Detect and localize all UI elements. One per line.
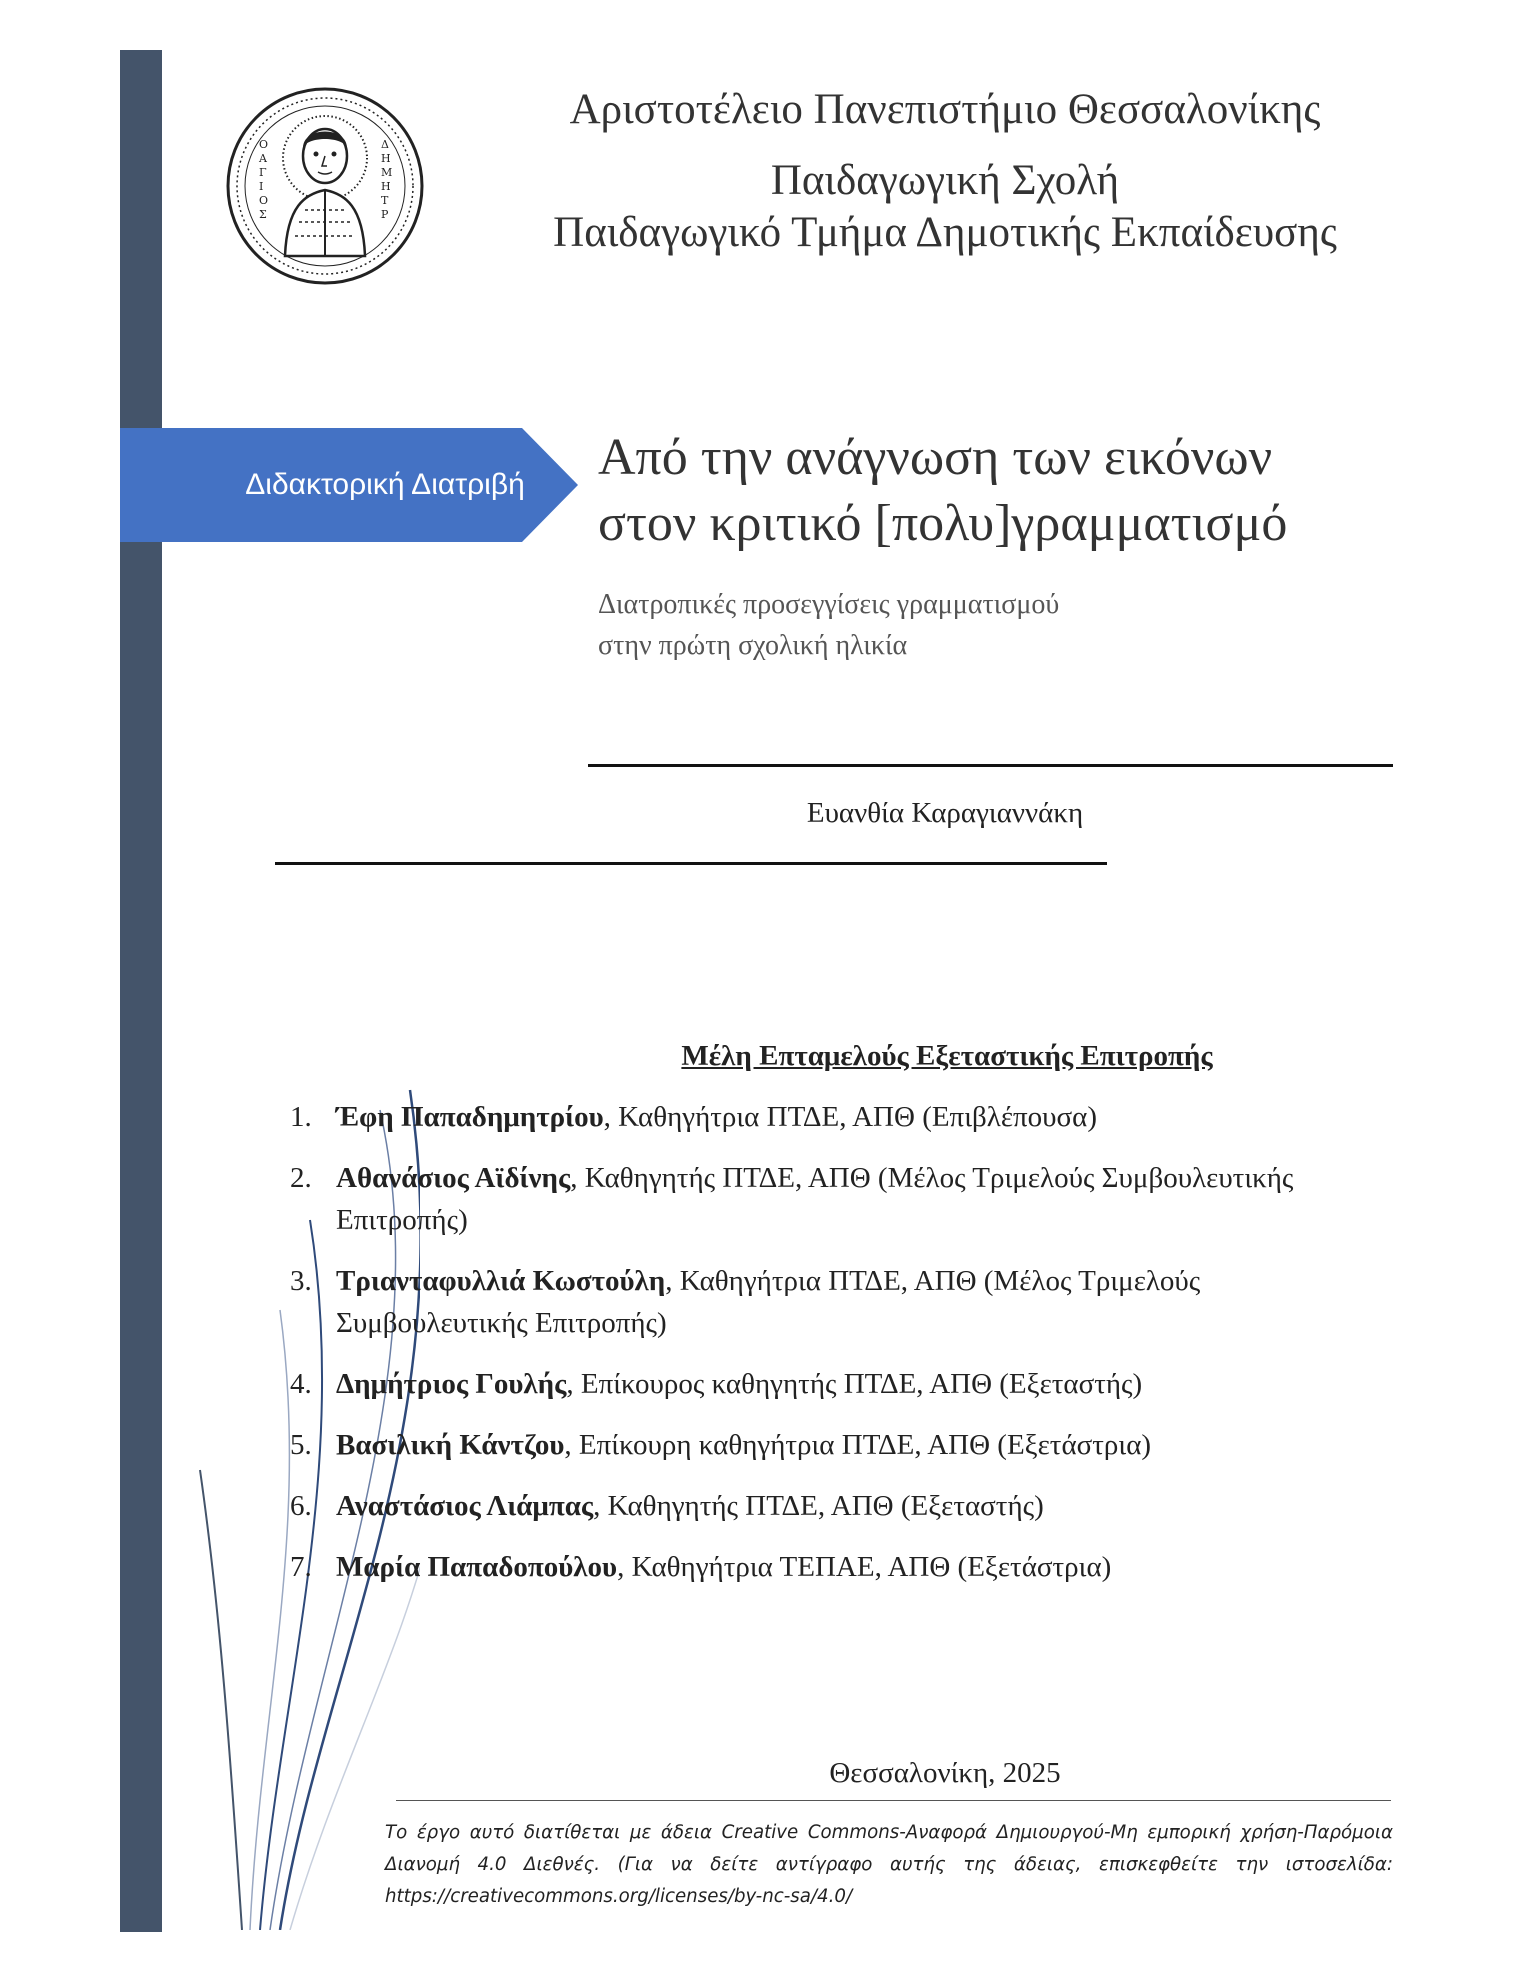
member-role: , Καθηγήτρια ΠΤΔΕ, ΑΠΘ (Επιβλέπουσα)	[603, 1101, 1097, 1133]
svg-text:Ο: Ο	[259, 194, 269, 207]
sidebar-bar	[120, 50, 162, 1932]
svg-text:Ο: Ο	[259, 138, 269, 151]
thesis-title-line1: Από την ανάγνωση των εικόνων	[598, 429, 1273, 486]
committee-member	[290, 1157, 1350, 1241]
place-date: Θεσσαλονίκη, 2025	[829, 1757, 1061, 1789]
member-number: 2.	[290, 1162, 312, 1194]
committee-member	[290, 1485, 1350, 1527]
member-name: Αθανάσιος Αϊδίνης	[336, 1162, 571, 1194]
svg-text:Τ: Τ	[381, 194, 389, 207]
thesis-subtitle-line2: στην πρώτη σχολική ηλικία	[598, 630, 908, 661]
thesis-title	[598, 425, 1448, 557]
author-name: Ευανθία Καραγιαννάκη	[806, 797, 1084, 829]
thesis-subtitle-line1: Διατροπικές προσεγγίσεις γραμματισμού	[598, 589, 1060, 620]
university-name: Αριστοτέλειο Πανεπιστήμιο Θεσσαλονίκης	[569, 86, 1321, 133]
committee-member	[290, 1096, 1350, 1138]
svg-text:Ι: Ι	[259, 180, 264, 193]
member-number: 1.	[290, 1101, 312, 1133]
svg-text:Δ: Δ	[381, 138, 389, 151]
committee-member	[290, 1546, 1350, 1588]
member-name: Μαρία Παπαδοπούλου	[336, 1551, 618, 1583]
committee-list	[290, 1096, 1350, 1607]
divider-bottom	[275, 862, 1107, 865]
member-role: , Επίκουρη καθηγήτρια ΠΤΔΕ, ΑΠΘ (Εξετάστρια)	[564, 1429, 1152, 1461]
thesis-title-line2: στον κριτικό [πολυ]γραμματισμό	[598, 495, 1288, 552]
thesis-subtitle	[598, 584, 1448, 666]
member-role: , Καθηγητής ΠΤΔΕ, ΑΠΘ (Εξεταστής)	[593, 1490, 1044, 1522]
committee-member	[290, 1363, 1350, 1405]
member-number: 7.	[290, 1551, 312, 1583]
svg-text:Α: Α	[259, 152, 267, 165]
member-number: 5.	[290, 1429, 312, 1461]
university-seal-logo	[225, 86, 425, 286]
member-name: Τριανταφυλλιά Κωστούλη	[336, 1265, 666, 1297]
svg-text:Ρ: Ρ	[381, 208, 389, 221]
divider-top	[588, 764, 1393, 767]
license-notice: Το έργο αυτό διατίθεται με άδεια Creative Commons-Αναφορά Δημιουργού-Μη εμπορική χρήση-Παρόμοια Διανομή 4.0 Διεθνές. (Για να δείτε αντίγραφο αυτής της άδειας, επισκεφθείτε την ιστοσελίδα: https://creativecommons.org/licenses/by-nc-sa/4.0/	[385, 1822, 1393, 1907]
committee-member	[290, 1424, 1350, 1466]
member-role: , Καθηγητής ΠΤΔΕ, ΑΠΘ (Μέλος Τριμελούς Συμβουλευτικής Επιτροπής)	[336, 1162, 1294, 1236]
member-number: 4.	[290, 1368, 312, 1400]
svg-text:Η: Η	[381, 180, 391, 193]
member-name: Έφη Παπαδημητρίου	[336, 1101, 604, 1133]
ribbon	[120, 428, 580, 542]
member-name: Αναστάσιος Λιάμπας	[336, 1490, 594, 1522]
department-name: Παιδαγωγικό Τμήμα Δημοτικής Εκπαίδευσης	[553, 209, 1337, 256]
member-number: 3.	[290, 1265, 312, 1297]
member-name: Βασιλική Κάντζου	[336, 1429, 565, 1461]
member-role: , Επίκουρος καθηγητής ΠΤΔΕ, ΑΠΘ (Εξεταστής)	[566, 1368, 1143, 1400]
member-role: , Καθηγήτρια ΤΕΠΑΕ, ΑΠΘ (Εξετάστρια)	[617, 1551, 1112, 1583]
committee-heading: Μέλη Επταμελούς Εξεταστικής Επιτροπής	[681, 1040, 1213, 1072]
svg-text:Σ: Σ	[259, 208, 267, 221]
member-name: Δημήτριος Γουλής	[336, 1368, 567, 1400]
svg-text:Γ: Γ	[259, 166, 267, 179]
license-divider	[396, 1800, 1391, 1801]
svg-text:Η: Η	[381, 152, 391, 165]
committee-member	[290, 1260, 1350, 1344]
school-name: Παιδαγωγική Σχολή	[770, 157, 1120, 204]
svg-text:Μ: Μ	[381, 166, 393, 179]
member-role: , Καθηγήτρια ΠΤΔΕ, ΑΠΘ (Μέλος Τριμελούς Συμβουλευτικής Επιτροπής)	[336, 1265, 1201, 1339]
member-number: 6.	[290, 1490, 312, 1522]
ribbon-label: Διδακτορική Διατριβή	[245, 468, 525, 501]
